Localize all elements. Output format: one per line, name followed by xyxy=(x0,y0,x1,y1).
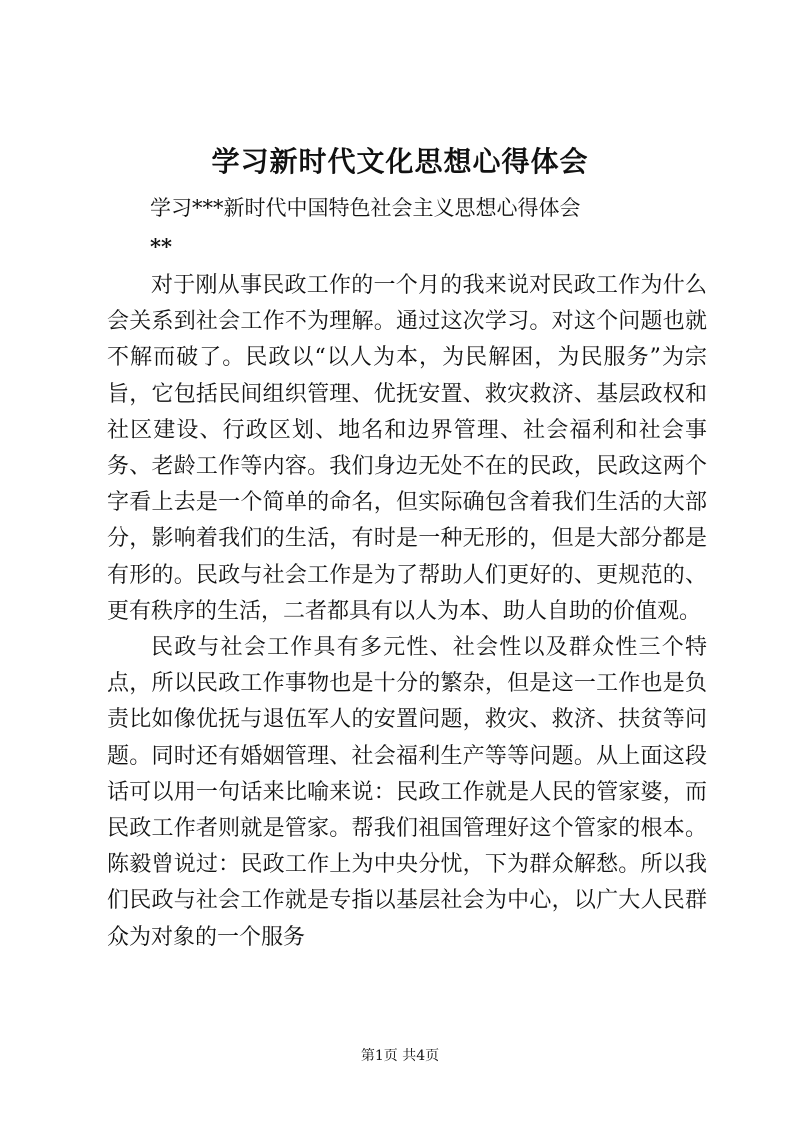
page-footer: 第1页 共4页 xyxy=(360,1048,440,1064)
document-subtitle: 学习***新时代中国特色社会主义思想心得体会 xyxy=(150,196,581,220)
body-paragraph: 对于刚从事民政工作的一个月的我来说对民政工作为什么会关系到社会工作不为理解。通过这次学习。对这个问题也就不解而破了。民政以“以人为本，为民解困，为民服务”为宗旨，它包括民间组织管理、优抚安置、救灾救济、基层政权和社区建设、行政区划、地名和边界管理、社会福利和社会事务、老龄工作等内容。我们身边无处不在的民政，民政这两个字看上去是一个简单的命名，但实际确包含着我们生活的大部分，影响着我们的生活，有时是一种无形的，但是大部分都是有形的。民政与社会工作是为了帮助人们更好的、更规范的、更有秩序的生活，二者都具有以人为本、助人自助的价值观。 xyxy=(107,273,707,624)
document-body xyxy=(107,268,707,956)
body-paragraph: 民政与社会工作具有多元性、社会性以及群众性三个特点，所以民政工作事物也是十分的繁杂，但是这一工作也是负责比如像优抚与退伍军人的安置问题，救灾、救济、扶贫等问题。同时还有婚姻管理、社会福利生产等等问题。从上面这段话可以用一句话来比喻来说：民政工作就是人民的管家婆，而民政工作者则就是管家。帮我们祖国管理好这个管家的根本。陈毅曾说过：民政工作上为中央分忧，下为群众解愁。所以我们民政与社会工作就是专指以基层社会为中心，以广大人民群众为对象的一个服务 xyxy=(107,635,707,950)
document-title: 学习新时代文化思想心得体会 xyxy=(211,145,589,178)
author-name: ** xyxy=(150,234,172,259)
